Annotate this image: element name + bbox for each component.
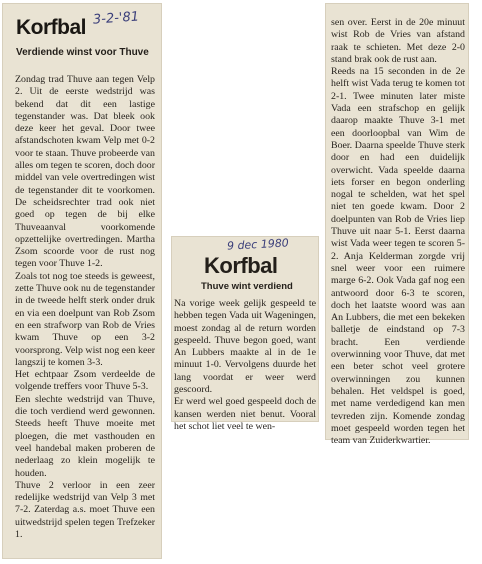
headline: Korfbal: [204, 253, 278, 278]
subheadline: Thuve wint verdiend: [201, 281, 293, 292]
clipping-continuation: [325, 3, 469, 447]
paragraph: Een slechte wedstrijd van Thuve, die toch verdiend werd gewonnen. Steeds heeft Thuve moeite met ploegen, die met vasthouden en veel handebal maken proberen de nederlaag zo klein mogelijk te houden.: [15, 393, 155, 479]
clipping-verdiende-winst: [2, 3, 162, 559]
article-body: [15, 74, 155, 541]
article-body: [331, 17, 465, 447]
paragraph: sen over. Eerst in de 20e minuut wist Rob de Vries van afstand raak te schieten. Met deze 2-0 stand brak ook de rust aan.: [331, 17, 465, 65]
paragraph: Er werd wel goed gespeeld doch de kansen werden niet benut. Vooral het schot liet veel te wen-: [174, 396, 316, 432]
clipping-thuve-wint: [171, 236, 319, 432]
paragraph: Na vorige week gelijk gespeeld te hebben tegen Vada uit Wageningen, moest zondag al de return worden gespeeld. Thuve begon goed, want An Lubbers maakte al in de 1e minuut 1-0. Vervolgens duurde het lang voordat er weer werd gescoord.: [174, 298, 316, 396]
paragraph: Het echtpaar Zsom verdeelde de volgende treffers voor Thuve 5-3.: [15, 369, 155, 393]
subheadline: Verdiende winst voor Thuve: [16, 47, 149, 58]
headline: Korfbal: [16, 16, 86, 39]
paragraph: Thuve 2 verloor in een zeer redelijke wedstrijd van Velp 3 met 7-2. Zaterdag a.s. moet Thuve een uitwedstrijd spelen tegen Trefzeker 1.: [15, 479, 155, 540]
paragraph: Reeds na 15 seconden in de 2e helft wist Vada terug te komen tot 2-1. Twee minuten later miste Vada een strafschop en gelijk daarop maakte Thuve 3-1 met een doorloopbal van Wim de Boer. Daarna speelde Thuve sterk door en had een duidelijk overwicht. Vada speelde daarna iets forser en begon onderling nogal te schelden, wat het spel niet ten goede kwam. Door 2 doelpunten van Rob de Vries liep Thuve uit naar 5-1. Eerst daarna wist Vada weer tegen te scoren 5-2. Anja Kelderman zorgde vrij snel weer voor een ruimere marge 6-2. Ook Vada gaf nog een antwoord door 6-3 te scoren, doch het laatste woord was aan An Lubbers, die met een bekeken balletje de eindstand op 7-3 bracht. Een verdiende overwinning voor Thuve, dat met een beter schot veel grotere overwinningen zou kunnen behalen. Het veldspel is goed, met name verdedigend kan men tevreden zijn. Komende zondag moet gespeeld worden tegen het team van Zuiderkwartier.: [331, 66, 465, 447]
handwritten-date: 3-2-'81: [92, 9, 140, 28]
article-body: [174, 298, 316, 433]
paragraph: Zondag trad Thuve aan tegen Velp 2. Uit de eerste wedstrijd was bekend dat dit een lastige tegenstander was. Dat bleek ook deze keer het geval. Door twee afstandschoten kwam Velp met 0-2 voor te staan. Thuve probeerde van alles om tegen te scoren, doch door middel van vele overtredingen wist de tegenstander dit te voorkomen. De scheidsrechter trad ook niet goed op tegen de bij elke Thuveaanval voorkomende opzettelijke overtredingen. Martha Zsom scoorde voor de rust nog tegen voor Thuve 1-2.: [15, 74, 155, 270]
handwritten-date: 9 dec 1980: [226, 236, 290, 253]
paragraph: Zoals tot nog toe steeds is geweest, zette Thuve ook nu de tegenstander in de tweede helft sterk onder druk en via een doelpunt van Rob Zsom en een strafworp van Rob de Vries kwam Thuve op een 3-2 voorsprong. Velp wist nog een keer langszij te komen 3-3.: [15, 270, 155, 368]
clipping-header: [2, 3, 162, 39]
